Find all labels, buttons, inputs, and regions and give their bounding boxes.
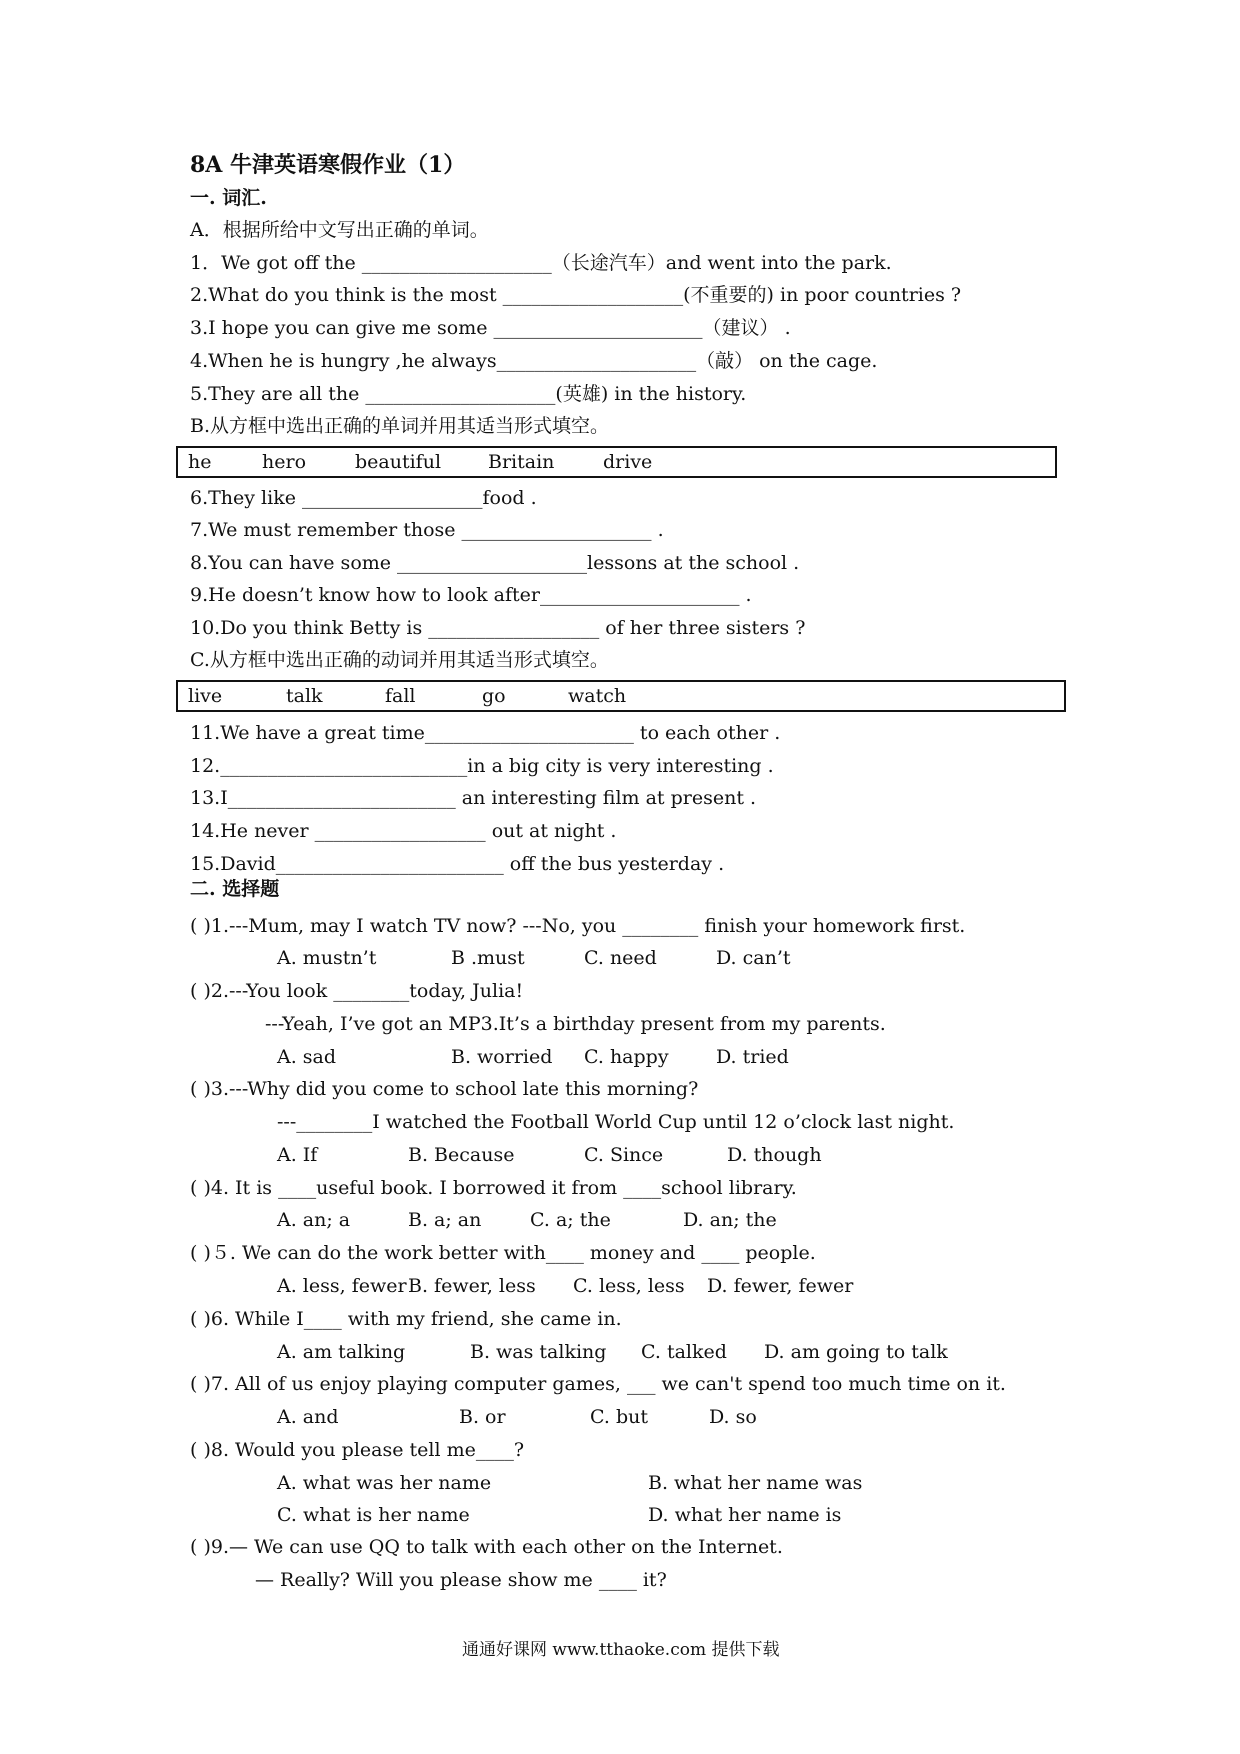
mc-option: C. less, less (573, 1275, 685, 1297)
question-15: 15.David________________________ off the bus yesterday . (190, 853, 725, 875)
part-c-instruction: C.从方框中选出正确的动词并用其适当形式填空。 (190, 649, 609, 671)
question-7: 7.We must remember those ____________________ . (190, 519, 664, 541)
word-box-c-word: talk (286, 685, 323, 707)
mc-option: B. or (459, 1406, 506, 1428)
part-a-instruction: A．根据所给中文写出正确的单词。 (190, 219, 489, 241)
mc-option: A. If (277, 1144, 318, 1166)
question-8: 8.You can have some ____________________lessons at the school . (190, 552, 800, 574)
mc-question-1: ( )1.---Mum, may I watch TV now? ---No, you ________ finish your homework first. (190, 915, 966, 937)
mc-question-9-reply: — Really? Will you please show me ____ it? (255, 1569, 667, 1591)
question-9: 9.He doesn’t know how to look after_____________________ . (190, 584, 752, 606)
mc-option: A. sad (277, 1046, 337, 1068)
part-b-instruction: B.从方框中选出正确的单词并用其适当形式填空。 (190, 415, 610, 437)
mc-option: B. what her name was (648, 1472, 863, 1494)
mc-option: B. Because (408, 1144, 515, 1166)
question-12: 12.__________________________in a big city is very interesting . (190, 755, 774, 777)
mc-option: D. what her name is (648, 1504, 842, 1526)
mc-option: B. fewer, less (408, 1275, 536, 1297)
mc-option: B. a; an (408, 1209, 482, 1231)
mc-option: C. but (590, 1406, 648, 1428)
mc-option: D. an; the (683, 1209, 777, 1231)
mc-option: D. so (709, 1406, 757, 1428)
page-footer: 通通好课网 www.tthaoke.com 提供下载 (462, 1640, 780, 1660)
mc-question-3-reply: ---________I watched the Football World Cup until 12 o’clock last night. (277, 1111, 955, 1133)
question-3: 3.I hope you can give me some ______________________（建议） . (190, 317, 791, 339)
word-box-c-word: fall (385, 685, 416, 707)
mc-question-2: ( )2.---You look ________today, Julia! (190, 980, 524, 1002)
mc-option: A. an; a (277, 1209, 351, 1231)
question-13: 13.I________________________ an interesting film at present . (190, 787, 757, 809)
mc-option: A. am talking (277, 1341, 406, 1363)
question-4: 4.When he is hungry ,he always_____________________（敲） on the cage. (190, 350, 878, 372)
mc-option: A. mustn’t (277, 947, 377, 969)
word-box-c-word: watch (568, 685, 627, 707)
word-box-b-word: Britain (488, 451, 555, 473)
section-heading-vocabulary: 一. 词汇. (190, 187, 267, 209)
mc-option: A. less, fewer (277, 1275, 407, 1297)
mc-option: C. need (584, 947, 657, 969)
page-title: 8A 牛津英语寒假作业（1） (190, 152, 466, 178)
mc-question-3: ( )3.---Why did you come to school late this morning? (190, 1078, 699, 1100)
word-box-b-word: he (188, 451, 212, 473)
question-14: 14.He never __________________ out at night . (190, 820, 617, 842)
word-box-b-word: drive (603, 451, 653, 473)
question-5: 5.They are all the ____________________(英雄) in the history. (190, 383, 747, 405)
question-6: 6.They like ___________________food . (190, 487, 537, 509)
mc-option: D. though (727, 1144, 822, 1166)
question-10: 10.Do you think Betty is __________________ of her three sisters ? (190, 617, 806, 639)
word-box-b-word: hero (262, 451, 307, 473)
mc-option: B. worried (451, 1046, 553, 1068)
mc-option: D. tried (716, 1046, 789, 1068)
word-box-c-word: go (482, 685, 506, 707)
mc-option: C. a; the (530, 1209, 611, 1231)
mc-question-7: ( )7. All of us enjoy playing computer games, ___ we can't spend too much time on it. (190, 1373, 1006, 1395)
mc-option: C. what is her name (277, 1504, 470, 1526)
mc-option: C. happy (584, 1046, 669, 1068)
mc-question-8: ( )8. Would you please tell me____? (190, 1439, 525, 1461)
mc-option: B .must (451, 947, 525, 969)
mc-option: A. what was her name (277, 1472, 492, 1494)
mc-question-2-reply: ---Yeah, I’ve got an MP3.It’s a birthday present from my parents. (265, 1013, 886, 1035)
mc-question-5: ( )５. We can do the work better with____ money and ____ people. (190, 1242, 816, 1264)
mc-option: D. can’t (716, 947, 791, 969)
question-11: 11.We have a great time______________________ to each other . (190, 722, 781, 744)
mc-option: D. fewer, fewer (707, 1275, 854, 1297)
mc-question-6: ( )6. While I____ with my friend, she came in. (190, 1308, 622, 1330)
word-box-c-word: live (188, 685, 223, 707)
question-1: 1．We got off the ____________________（长途汽车）and went into the park. (190, 252, 892, 274)
question-2: 2.What do you think is the most ___________________(不重要的) in poor countries ? (190, 284, 962, 306)
word-box-b-word: beautiful (355, 451, 442, 473)
mc-question-9: ( )9.— We can use QQ to talk with each other on the Internet. (190, 1536, 783, 1558)
mc-option: B. was talking (470, 1341, 607, 1363)
mc-option: A. and (277, 1406, 339, 1428)
mc-option: C. talked (641, 1341, 727, 1363)
mc-option: D. am going to talk (764, 1341, 948, 1363)
mc-question-4: ( )4. It is ____useful book. I borrowed it from ____school library. (190, 1177, 797, 1199)
mc-option: C. Since (584, 1144, 664, 1166)
section-heading-multiple-choice: 二. 选择题 (190, 878, 280, 900)
